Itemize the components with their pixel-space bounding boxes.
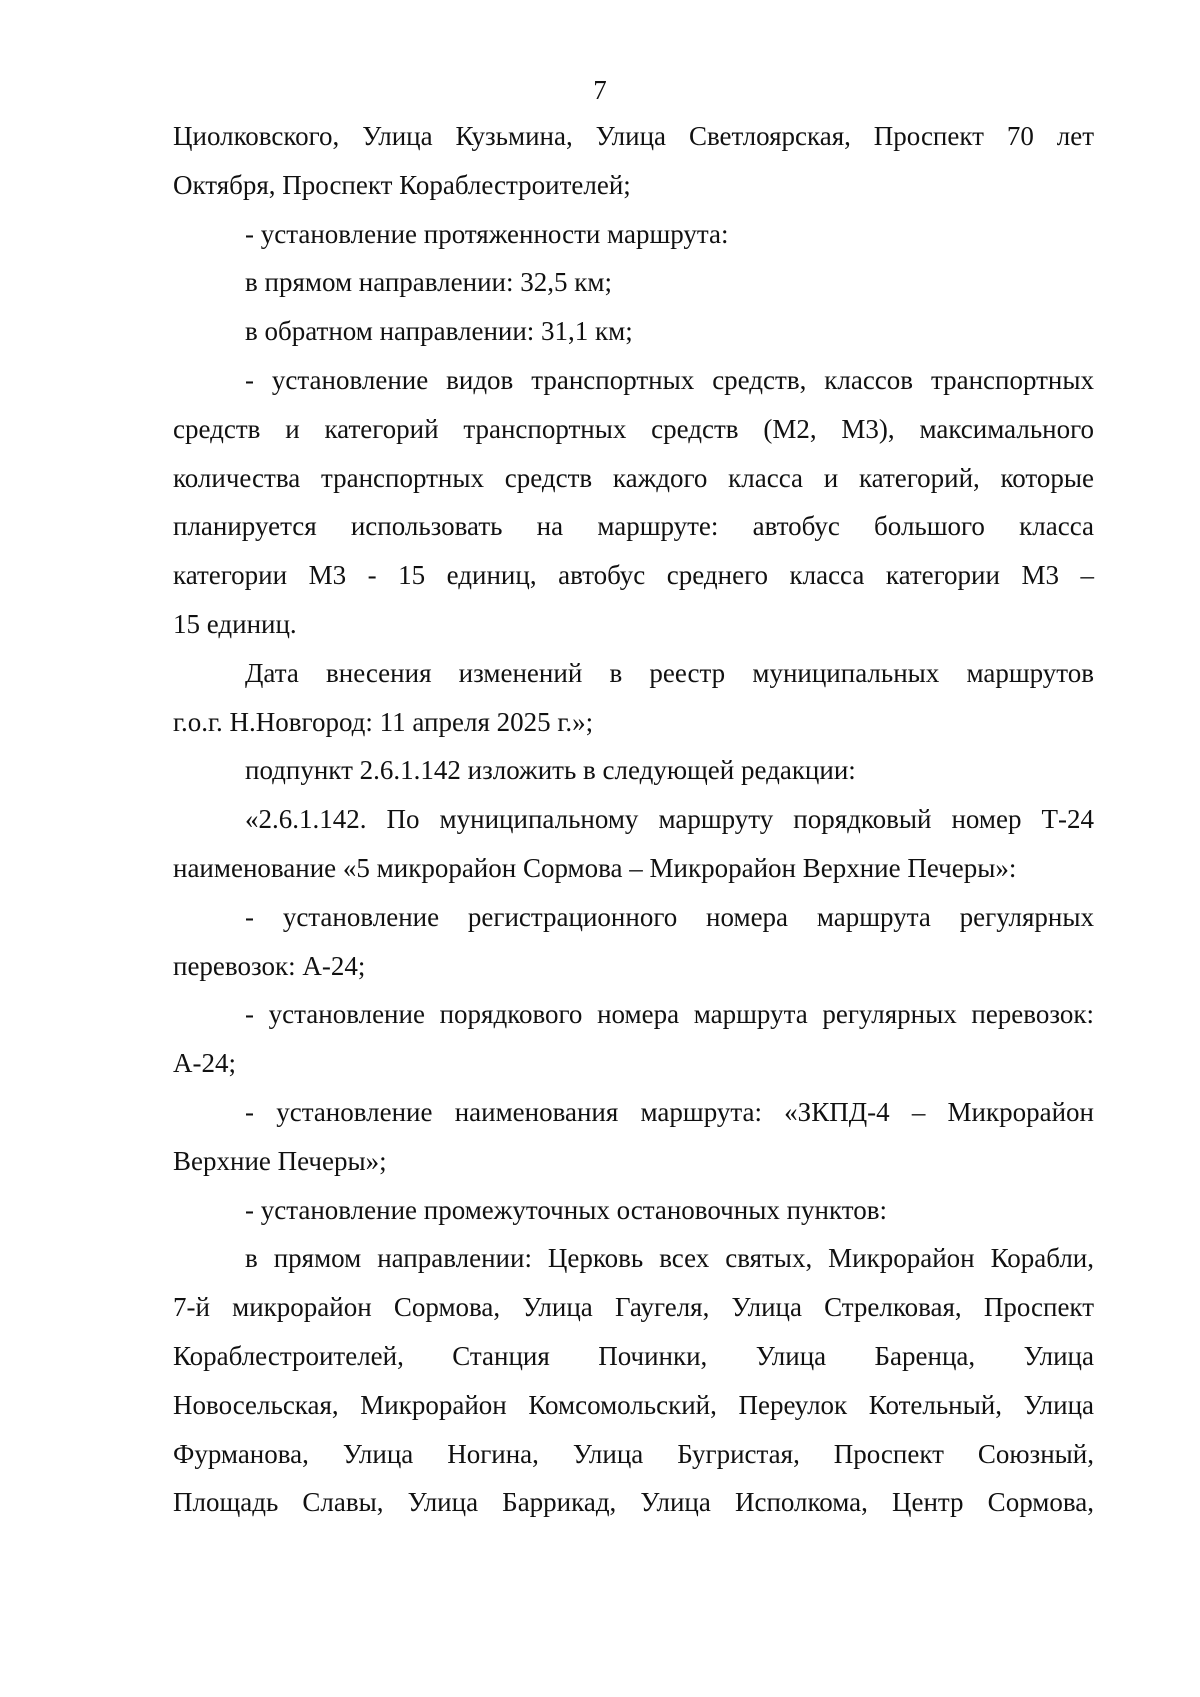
text-line: Октября, Проспект Кораблестроителей; bbox=[173, 169, 631, 200]
text-line: «2.6.1.142. По муниципальному маршруту порядковый номер Т-24 bbox=[245, 804, 1094, 835]
text-line: категории М3 - 15 единиц, автобус среднего класса категории М3 – bbox=[173, 560, 1094, 591]
text-line: Площадь Славы, Улица Баррикад, Улица Исполкома, Центр Сормова, bbox=[173, 1487, 1094, 1518]
paragraph-reverse-length bbox=[173, 307, 1094, 356]
text-line: Дата внесения изменений в реестр муниципальных маршрутов bbox=[245, 657, 1094, 688]
text-line: - установление видов транспортных средств, классов транспортных bbox=[245, 364, 1094, 395]
text-line: 7-й микрорайон Сормова, Улица Гаугеля, Улица Стрелковая, Проспект bbox=[173, 1292, 1094, 1323]
paragraph-subclause-intro bbox=[173, 746, 1094, 795]
text-line: в обратном направлении: 31,1 км; bbox=[245, 316, 633, 347]
paragraph-intermediate-stops-heading bbox=[173, 1186, 1094, 1235]
document-body bbox=[173, 112, 1094, 1527]
paragraph-forward-stops bbox=[173, 1234, 1094, 1527]
paragraph-continuation bbox=[173, 112, 1094, 210]
text-line: - установление протяженности маршрута: bbox=[245, 218, 729, 249]
paragraph-route-name bbox=[173, 1088, 1094, 1186]
paragraph-route-t24 bbox=[173, 795, 1094, 893]
text-line: 15 единиц. bbox=[173, 608, 297, 639]
page-number: 7 bbox=[593, 75, 607, 105]
paragraph-registration-number bbox=[173, 893, 1094, 991]
paragraph-ordinal-number bbox=[173, 990, 1094, 1088]
text-line: наименование «5 микрорайон Сормова – Микрорайон Верхние Печеры»: bbox=[173, 852, 1017, 883]
paragraph-registry-date bbox=[173, 649, 1094, 747]
text-line: Циолковского, Улица Кузьмина, Улица Светлоярская, Проспект 70 лет bbox=[173, 121, 1094, 151]
text-line: Фурманова, Улица Ногина, Улица Бугристая, Проспект Союзный, bbox=[173, 1438, 1094, 1469]
text-line: в прямом направлении: 32,5 км; bbox=[245, 267, 612, 298]
text-line: - установление промежуточных остановочных пунктов: bbox=[245, 1194, 887, 1225]
text-line: перевозок: А-24; bbox=[173, 950, 366, 981]
paragraph-route-length-heading bbox=[173, 210, 1094, 259]
text-line: - установление порядкового номера маршрута регулярных перевозок: bbox=[245, 999, 1094, 1030]
text-line: средств и категорий транспортных средств (М2, М3), максимального bbox=[173, 413, 1094, 444]
text-line: - установление регистрационного номера маршрута регулярных bbox=[245, 901, 1094, 932]
text-line: А-24; bbox=[173, 1048, 236, 1079]
text-line: количества транспортных средств каждого класса и категорий, которые bbox=[173, 462, 1094, 493]
text-line: Кораблестроителей, Станция Починки, Улица Баренца, Улица bbox=[173, 1340, 1094, 1371]
text-line: Верхние Печеры»; bbox=[173, 1145, 387, 1176]
paragraph-forward-length bbox=[173, 258, 1094, 307]
paragraph-vehicle-types bbox=[173, 356, 1094, 649]
text-line: Новосельская, Микрорайон Комсомольский, Переулок Котельный, Улица bbox=[173, 1389, 1094, 1420]
text-line: планируется использовать на маршруте: автобус большого класса bbox=[173, 511, 1094, 542]
text-line: в прямом направлении: Церковь всех святых, Микрорайон Корабли, bbox=[245, 1243, 1094, 1274]
text-line: - установление наименования маршрута: «ЗКПД-4 – Микрорайон bbox=[245, 1096, 1094, 1127]
text-line: г.о.г. Н.Новгород: 11 апреля 2025 г.»; bbox=[173, 706, 594, 737]
text-line: подпункт 2.6.1.142 изложить в следующей редакции: bbox=[245, 755, 856, 786]
